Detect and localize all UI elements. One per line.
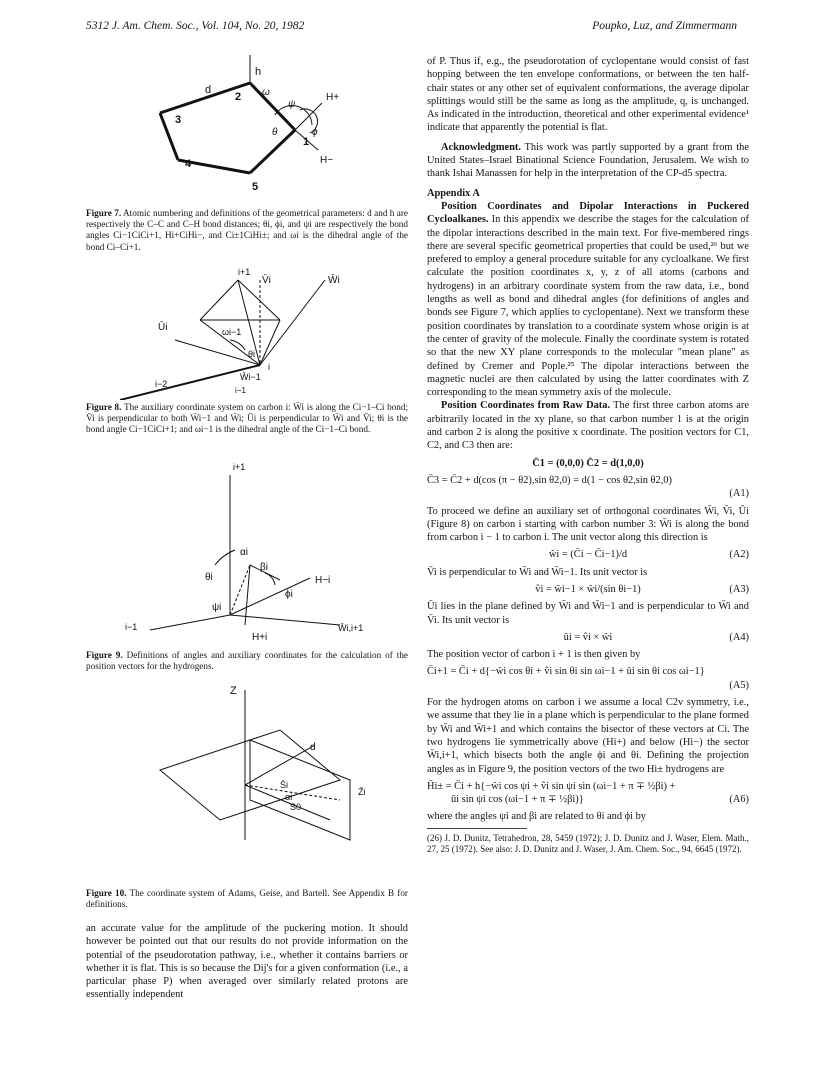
fig9-label-phi: ϕi — [285, 589, 293, 600]
eq-a6-num: (A6) — [729, 794, 749, 806]
fig10-label-z: Z — [230, 685, 237, 697]
appendix-title: Appendix A — [427, 187, 480, 199]
ack-title: Acknowledgment. — [441, 141, 521, 153]
paragraph-v: V̄i is perpendicular to W̄i and W̄i−1. Its unit vector is — [427, 566, 648, 578]
fig7-label-d: d — [205, 84, 212, 96]
footnote-26: (26) J. D. Dunitz, Tetrahedron, 28, 5459 (1972); J. D. Dunitz and J. Waser, Elem. Math., 27, 25 (1972). See also: J. D. Dunitz and J. Waser, J. Am. Chem. Soc., 94, 6645 (1972). — [427, 832, 749, 854]
eq-a2-text: ŵi = (C̄i − C̄i−1)/d — [548, 549, 628, 561]
fig10-label-d: d — [310, 742, 316, 753]
fig7-label-omega: ω — [262, 87, 270, 98]
fig10-caption — [86, 888, 408, 910]
header-right: Poupko, Luz, and Zimmermann — [592, 20, 737, 32]
fig7-label-h: h — [255, 66, 262, 78]
fig7-label-4: 4 — [185, 158, 192, 170]
sec2-title: Position Coordinates from Raw Data. — [441, 400, 611, 412]
fig9-caption-title: Figure 9. — [86, 650, 123, 660]
figure-10 — [100, 680, 400, 885]
paragraph-h: For the hydrogen atoms on carbon i we assume a local C2v symmetry, i.e., we assume that they lie in a plane which is perpendicular to the plane formed by W̄i and W̄i+1 and which contains the bisector of these vectors at Ci. The two hydrogens lie symmetrically above (Hi+) and below (Hi−) the sector W̄i,i+1, which bisects both the angle ϕi and θi. Defining the projection angles as in Figure 9, the position vectors of the two Hi± hydrogens are — [427, 697, 749, 775]
figure-8 — [100, 265, 400, 400]
fig7-label-psi: ψ — [288, 99, 296, 110]
fig7-caption-text: Atomic numbering and definitions of the geometrical parameters: d and h are respectively the C–C and C–H bond distances; θi, ϕi, and ψi are respectively the bond angles Ci−1CiCi+1, Hi+CiHi−, and Ci±1CiHi±; and ωi is the dihedral angle of the bond Ci–Ci+1. — [86, 208, 409, 252]
fig8-caption-text: The auxiliary coordinate system on carbon i: W̄i is along the Ci−1–Ci bond; V̄i is perpendicular to both W̄i−1 and W̄i; Ūi is perpendicular to W̄i and V̄i; θi is the bond angle Ci−1CiCi+1; and ωi−1 is the dihedral angle of the Ci−1–Ci bond. — [86, 402, 409, 435]
fig8-label-omega: ωi−1 — [222, 327, 242, 337]
fig9-label-alpha: αi — [240, 547, 249, 558]
eq-a4-text: ûi = v̂i × ŵi — [563, 631, 613, 643]
fig8-label-v: V̄i — [262, 275, 271, 286]
fig8-caption-title: Figure 8. — [86, 402, 122, 412]
fig8-label-i: i — [268, 362, 270, 372]
paragraph-pos: The position vector of carbon i + 1 is then given by — [427, 649, 641, 661]
equation-a5 — [427, 665, 749, 692]
fig10-label-alpha: αi — [285, 792, 293, 802]
fig7-label-1: 1 — [303, 136, 310, 148]
fig9-label-theta: θi — [205, 572, 213, 583]
figure-9 — [100, 455, 400, 645]
left-body-text — [86, 922, 408, 1002]
eq-a1-num: (A1) — [729, 487, 749, 499]
fig10-caption-title: Figure 10. — [86, 888, 127, 898]
sec1-text: In this appendix we describe the stages for the calculation of the dipolar interactions described in the main text. For five-membered rings there are several specific geometrical properties that could be used,²⁶ but we prefered to employ a general procedure suitable for any cycloalkane. We first calculate the position coordinates x, y, z of all atoms (carbons and hydrogens) in an arbitrary coordinate system from the raw data, i.e., bond lengths as well as bond and dihedral angles (for definitions of angles and bonds see Figure 7, which applies to cyclopentane). Next we transform these position coordinates by translation to a coordinate system whose origin is at the center of gravity of the molecule. Finally the coordinate system is rotated so that the new XY plane corresponds to the molecular "mean plane" as defined by Cremer and Pople.²⁵ The dipolar interactions between the magnetic nuclei are then calculated by using the latter coordinates with Z corresponding to the mean symmetry axis of the molecule. — [427, 214, 749, 399]
fig7-label-hminus: H− — [320, 155, 334, 166]
eq-a6-line1: H̄i± = C̄i + h{−ŵi cos ψi + v̂i sin ψi sin (ωi−1 + π ∓ ½βi) + — [427, 780, 676, 792]
fig10-label-s: S̄i — [280, 780, 289, 790]
fig9-label-i1: i+1 — [233, 462, 246, 472]
paragraph-u: Ūi lies in the plane defined by W̄i and W̄i−1 and is perpendicular to W̄i and V̄i. Its unit vector is — [427, 601, 749, 626]
eq-a1-text: C̄3 = C̄2 + d(cos (π − θ2),sin θ2,0) = d(1 − cos θ2,sin θ2,0) — [427, 474, 672, 486]
right-paragraph-1: of P. Thus if, e.g., the pseudorotation of cyclopentane would consist of fast hopping between the ten envelope conformations, or between the ten half-chair states or any other set of equivalent conformations, the average dipolar splittings would still be the same as long as the amplitude, q, is unchanged. As indicated in the introduction, theoretical and other experimental evidence¹ indicate that apparently the potential is flat. — [427, 56, 749, 134]
fig9-label-w: W̄i,i+1 — [338, 623, 364, 633]
header-left: 5312 J. Am. Chem. Soc., Vol. 104, No. 20, 1982 — [86, 20, 305, 32]
fig9-caption-text: Definitions of angles and auxiliary coordinates for the calculation of the position vectors for the hydrogens. — [86, 650, 408, 672]
fig9-label-beta: βi — [260, 562, 268, 573]
equation-c1c2: C̄1 = (0,0,0) C̄2 = d(1,0,0) — [532, 457, 644, 469]
acknowledgment — [427, 141, 749, 181]
equation-a1 — [427, 474, 749, 501]
fig10-caption-text: The coordinate system of Adams, Geise, and Bartell. See Appendix B for definitions. — [86, 888, 408, 910]
fig9-label-im1: i−1 — [125, 622, 138, 632]
section-2 — [427, 399, 749, 452]
eq-a4-num: (A4) — [729, 631, 749, 643]
fig8-label-theta: θi — [248, 349, 256, 359]
paragraph-last: where the angles ψi and βi are related to θi and ϕi by — [427, 811, 647, 823]
fig8-caption — [86, 402, 408, 436]
equation-a6 — [427, 780, 749, 807]
fig7-caption-title: Figure 7. — [86, 208, 122, 218]
sec1-title: Position Coordinates and Dipolar Interactions in Puckered Cycloalkanes. — [427, 200, 749, 226]
eq-a6-line2: ûi sin ψi cos (ωi−1 + π ∓ ½βi)} — [451, 794, 584, 806]
fig7-label-3: 3 — [175, 114, 182, 126]
eq-a3-text: v̂i = ŵi−1 × ŵi/(sin θi−1) — [535, 583, 641, 595]
fig7-label-theta: θ — [272, 127, 278, 138]
eq-a5-text: C̄i+1 = C̄i + d{−ŵi cos θi + v̂i sin θi sin ωi−1 + ûi sin θi cos ωi−1} — [427, 666, 705, 678]
fig9-label-psi: ψi — [212, 602, 222, 613]
paragraph-aux: To proceed we define an auxiliary set of orthogonal coordinates W̄i, V̄i, Ūi (Figure 8) on carbon i starting with carbon number 3: W̄i is along the bond from carbon i − 1 to carbon i. The unit vector along this direction is — [427, 505, 749, 544]
fig7-label-phi: ϕ — [312, 127, 318, 138]
fig8-label-i1: i+1 — [238, 267, 251, 277]
fig8-label-i2: i−2 — [155, 379, 168, 389]
fig8-label-wi1: W̄i−1 — [240, 372, 261, 382]
equation-a4 — [427, 631, 749, 644]
left-paragraph-1: an accurate value for the amplitude of the puckering motion. It should however be pointed out that our results do not provide information on the potential of the pseudorotation pathway, i.e., whether it contains barriers or whether it is flat. This is so because the Dij's for a given conformation (i.e., a particular phase P) when averaged over similarly related protons are essentially independent — [86, 923, 408, 1001]
fig9-label-hminus: H−i — [315, 575, 331, 586]
fig7-caption — [86, 208, 408, 253]
equation-a3 — [427, 583, 749, 596]
footnote-rule — [427, 828, 527, 829]
fig9-caption — [86, 650, 408, 672]
eq-a5-num: (A5) — [729, 679, 749, 691]
right-body-text — [427, 55, 749, 855]
fig7-label-hplus: H+ — [326, 92, 340, 103]
fig8-label-w: W̄i — [328, 275, 340, 286]
figure-7 — [100, 55, 400, 205]
fig8-label-u: Ūi — [158, 322, 168, 333]
equation-a2 — [427, 548, 749, 561]
eq-a3-num: (A3) — [729, 583, 749, 595]
fig7-label-5: 5 — [252, 181, 259, 193]
fig9-label-hplus: H+i — [252, 632, 268, 643]
fig10-label-s0: S0 — [290, 802, 302, 812]
fig10-label-zi: Z̄i — [358, 787, 366, 797]
section-1 — [427, 200, 749, 399]
sec2-text: The first three carbon atoms are arbitrarily located in the xy plane, so that carbon number 1 is at the origin and carbon 2 is along the positive x coordinate. The position vectors for C1, C2, and C3 then are: — [427, 400, 749, 452]
eq-a2-num: (A2) — [729, 549, 749, 561]
fig7-label-2: 2 — [235, 91, 242, 103]
fig8-label-im1: i−1 — [235, 386, 246, 395]
ack-text: This work was partly supported by a grant from the United States–Israel Binational Science Foundation, Jerusalem. We wish to thank Ishai Manassen for help in the interpretation of the CP-d5 spectra. — [427, 141, 749, 180]
